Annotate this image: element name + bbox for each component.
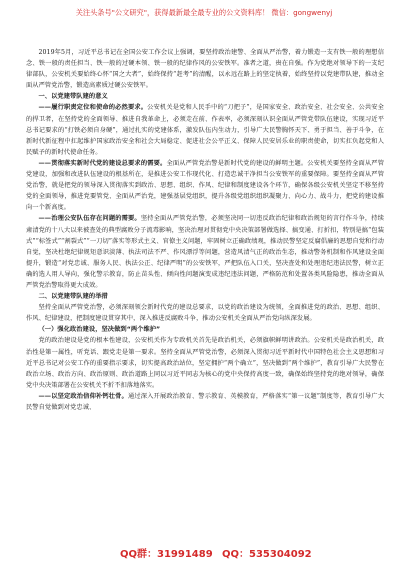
paragraph-political: 党的政治建设是党的根本性建设，公安机关作为专政机关首先是政治机关，必须旗帜鲜明讲政治。公安机关是政治机关，政治性是第一属性，听党话、跟党走是第一要求。坚持全面从严管党治警，必须深入贯彻习近平新时代中国特色社会主义思想和习近平总书记对公安工作的重要指示要求，切实提高政治站位，坚定拥护“两个确立”，坚决做到“两个维护”，教育引导广大民警在政治立场、政治方向、政治原则、政治道路上同以习近平同志为核心的党中央保持高度一致，确保始终坚持党的绝对领导，确保党中央决策部署在公安机关不折不扣落地落实。 (26, 337, 384, 389)
text-faith: 通过深入开展政治教育、警示教育、英模教育，严格落实“第一议题”制度等，教育引导广大民警自觉做到对党忠诚、 (26, 392, 384, 411)
subsection-heading-political: （一）强化政治建设，坚决做到“两个维护” (38, 326, 161, 334)
paragraph-party-building (26, 158, 384, 213)
qq-group: QQ群：31991489 (120, 549, 213, 560)
text-duty: 公安机关是党和人民手中的“刀把子”，是国家安全、政治安全、社会安全、公共安全的捍卫者，在坚持党的全面领导、推进自我革命上，必须走在前、作表率，必须深刻认识全面从严管党带队伍建设，实现习近平总书记要求的“打铁必须自身硬”，通过扎实的党建体系，激发队伍内生动力，引导广大民警胸怀天下、勇于担当、善于斗争，在新时代新征程中扛起维护国家政治安全和社会大局稳定、促进社会公平正义、保障人民安居乐业的职责使命，切实扛负起党和人民赋予的新时代使命任务。 (26, 104, 384, 156)
section-heading-significance: 一、以党建带队建的意义 (38, 93, 108, 101)
text-governance: 坚持全面从严管党治警，必须坚决同一切违反政治纪律和政治规矩的言行作斗争，持续肃清党的十八大以来被查处的典型腐败分子流毒影响，坚决治理对贯彻党中央决策部署做选择、搞变通、打折扣，特别是搞“包装式”“标签式”“割裂式”“一刀切”落实等形式主义、官僚主义问题，牢固树立正确政绩观，推动民警坚定反腐倡廉的思想自觉和行动自觉，坚决杜绝纪律规矩意识淡薄、执法司法不严、作风漂浮等问题，营造风清气正的政治生态，推动警务机制和作风建设全面提升，锻造“对党忠诚、服务人民、执法公正、纪律严明”的公安铁军，严把队伍入口关，坚决查处和处理违纪违法民警，树立正确的选人用人导向，强化警示教育，防止苗头性、倾向性问题演变成违纪违法问题，严格防范和处置各类风险隐患，推动全面从严管党治警取得更大成效。 (26, 215, 384, 289)
document-body (26, 47, 384, 413)
section-heading-measures: 二、以党建带队建的举措 (38, 293, 108, 301)
lead-party-building: ——贯彻落实新时代党的建设总要求的需要。 (38, 159, 167, 167)
paragraph-governance (26, 213, 384, 291)
paragraph-duty (26, 102, 384, 157)
qq-number: QQ：535304092 (222, 549, 312, 560)
lead-governance: ——治理公安队伍存在问题的需要。 (38, 215, 141, 223)
paragraph-measures: 坚持全面从严管党治警，必须深刻领会新时代党的建设总要求，以党的政治建设为统领，全面推进党的政治、思想、组织、作风、纪律建设，把制度建设贯穿其中，深入推进反腐败斗争，推动公安机关全面从严治党向纵深发展。 (26, 304, 384, 323)
paragraph-faith (26, 391, 384, 413)
lead-duty: ——履行职责定位和使命的必然要求。 (38, 104, 148, 112)
lead-faith: ——以坚定政治信仰补钙壮骨。 (38, 392, 128, 400)
text-party-building: 全面从严管党治警是新时代党的建设的鲜明主题。公安机关要坚持全面从严管党建设，加强和改进队伍建设的根基所在，是推进公安工作现代化、打造忠诚干净担当公安铁军的重要保障。要坚持全面从严管党治警，就是把党的领导深入贯彻落实到政治、思想、组织、作风、纪律和制度建设各个环节，确保各级公安机关坚定不移坚持党的全面领导，推进党要管党、全面从严治党，建强基层党组织，提升各级党组织组织凝聚力、向心力、战斗力，把党的建设推向一个新高度。 (26, 159, 384, 212)
promo-header: 关注头条号"公文研究"，获得最新最全最专业的公文资料库！ 微信：gongwenyj (75, 8, 333, 17)
paragraph-intro: 2019年5月，习近平总书记在全国公安工作会议上强调，要坚持政治建警、全面从严治警，着力锻造一支有铁一般的理想信念、铁一般的责任担当、铁一般的过硬本领、铁一般的纪律作风的公安铁军。准者之道，贵在自强。作为党绝对领导下的一支纪律部队，公安机关要始终心怀“国之大者”，始终保持“赶考”的清醒，以永远在路上的坚定执着，始终坚持以党建带队建，推动全面从严管党治警，锻造高素质过硬公安铁军。 (26, 49, 384, 90)
